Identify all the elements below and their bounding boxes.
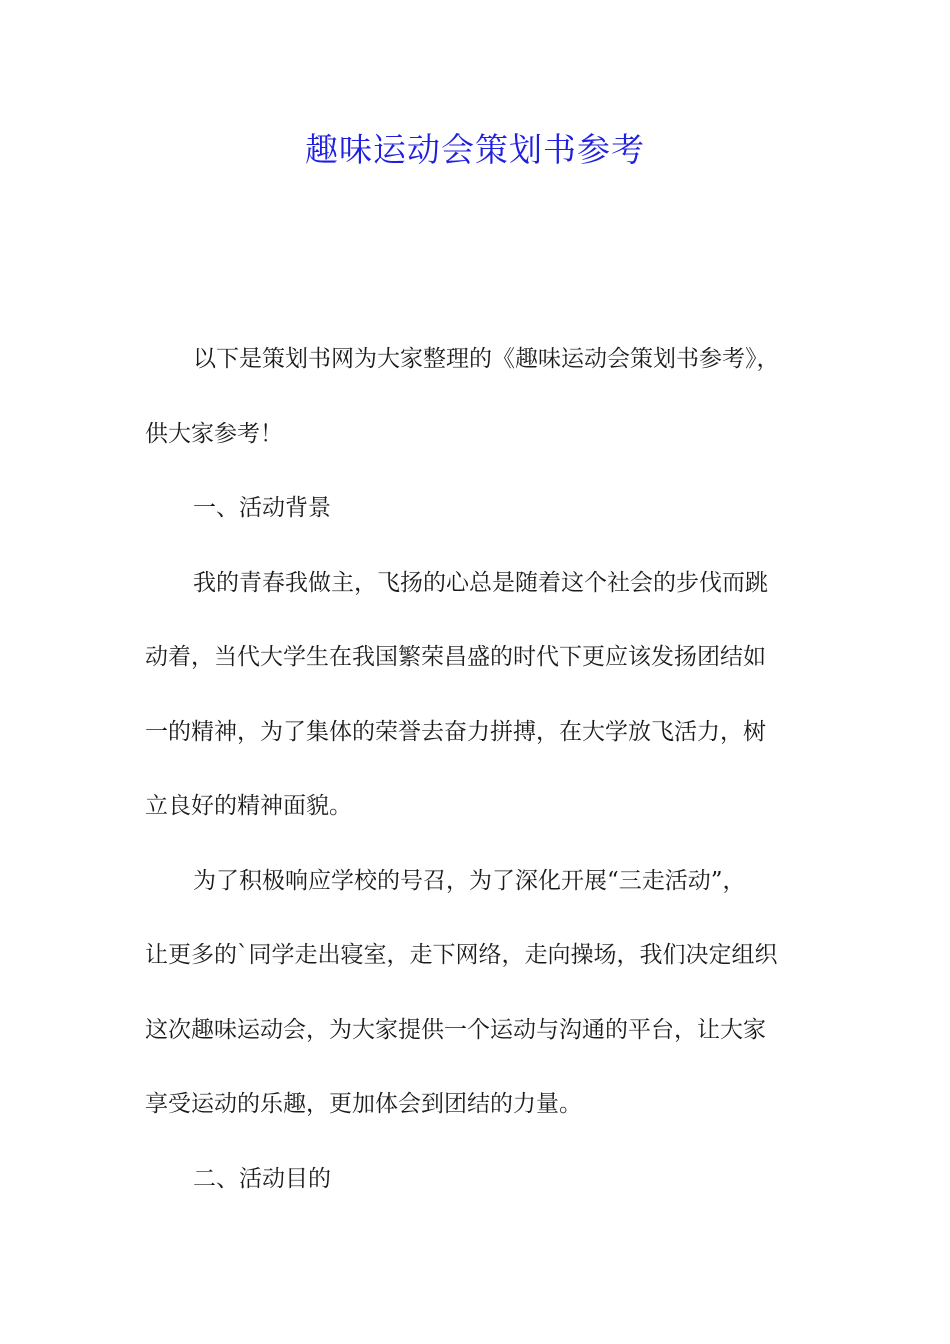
section-heading: 二、活动目的 bbox=[193, 1165, 331, 1192]
paragraph-line: 一的精神，为了集体的荣誉去奋力拼搏，在大学放飞活力，树 bbox=[145, 718, 766, 745]
document-body bbox=[145, 336, 815, 1230]
paragraph-line: 享受运动的乐趣，更加体会到团结的力量。 bbox=[145, 1091, 582, 1117]
paragraph-line: 动着，当代大学生在我国繁荣昌盛的时代下更应该发扬团结如 bbox=[145, 644, 766, 670]
paragraph-line: 立良好的精神面貌。 bbox=[145, 793, 352, 819]
paragraph-line: 为了积极响应学校的号召，为了深化开展“三走活动”， bbox=[193, 867, 746, 894]
paragraph-line: 供大家参考！ bbox=[145, 420, 283, 447]
paragraph-line: 这次趣味运动会，为大家提供一个运动与沟通的平台，让大家 bbox=[145, 1016, 766, 1043]
paragraph-line: 我的青春我做主，飞扬的心总是随着这个社会的步伐而跳 bbox=[193, 569, 768, 596]
paragraph-line: 以下是策划书网为大家整理的《趣味运动会策划书参考》， bbox=[193, 346, 780, 372]
paragraph-line: 让更多的`同学走出寝室，走下网络，走向操场，我们决定组织 bbox=[145, 942, 778, 968]
section-heading: 一、活动背景 bbox=[193, 495, 331, 521]
document-title: 趣味运动会策划书参考 bbox=[305, 130, 645, 169]
